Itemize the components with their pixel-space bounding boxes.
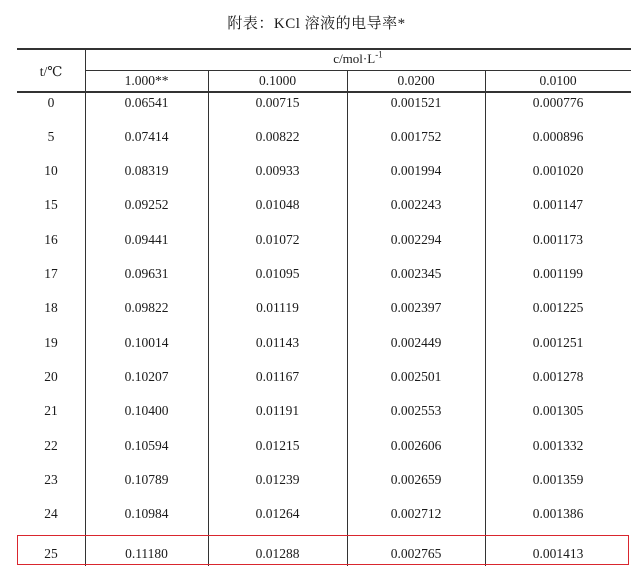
conductivity-cell: 0.002294 [390,232,442,247]
header-conc-1: 1.000** [124,73,169,88]
temperature-cell: 21 [44,403,58,418]
conductivity-cell: 0.002345 [390,266,442,281]
conductivity-cell: 0.10207 [124,369,169,384]
temperature-cell: 22 [44,438,58,453]
conductivity-cell: 0.08319 [124,163,169,178]
temperature-cell: 0 [47,95,55,110]
conductivity-cell: 0.001225 [532,300,584,315]
conductivity-cell: 0.06541 [124,95,169,110]
temperature-cell: 16 [44,232,58,247]
conductivity-cell: 0.001386 [532,506,584,521]
conductivity-cell: 0.001521 [390,95,442,110]
temperature-cell: 15 [44,197,58,212]
conductivity-cell: 0.01167 [255,369,300,384]
header-conc-4: 0.0100 [539,73,577,88]
conductivity-cell: 0.00715 [255,95,300,110]
conductivity-cell: 0.07414 [124,129,169,144]
temperature-cell: 5 [47,129,55,144]
conductivity-cell: 0.001994 [390,163,442,178]
conductivity-cell: 0.001305 [532,403,584,418]
header-conc-2: 0.1000 [258,73,297,88]
header-bottom-rule [17,91,631,93]
conductivity-cell: 0.000896 [532,129,584,144]
conductivity-cell: 0.001251 [532,335,584,350]
conductivity-cell: 0.10014 [124,335,169,350]
conductivity-cell: 0.09631 [124,266,169,281]
conductivity-cell: 0.01264 [255,506,300,521]
temperature-cell: 17 [44,266,58,281]
conductivity-cell: 0.01215 [255,438,300,453]
header-temperature: t/℃ [39,64,63,79]
conc-exponent: -1 [375,49,383,60]
conductivity-cell: 0.001332 [532,438,584,453]
conductivity-cell: 0.01072 [255,232,300,247]
conductivity-cell: 0.09822 [124,300,169,315]
conductivity-cell: 0.01239 [255,472,300,487]
conductivity-cell: 0.11180 [125,546,168,561]
conductivity-cell: 0.09252 [124,197,169,212]
temperature-cell: 25 [44,546,58,561]
conductivity-table [17,48,631,568]
conductivity-cell: 0.001173 [532,232,584,247]
conductivity-cell: 0.10789 [124,472,169,487]
conductivity-cell: 0.00933 [255,163,300,178]
conductivity-cell: 0.002397 [390,300,442,315]
conductivity-cell: 0.002765 [390,546,442,561]
conductivity-cell: 0.001278 [532,369,584,384]
conductivity-cell: 0.10400 [124,403,169,418]
conc-label: c/mol·L [333,51,376,66]
conductivity-cell: 0.000776 [532,95,584,110]
conductivity-cell: 0.002606 [390,438,442,453]
conductivity-cell: 0.001413 [532,546,584,561]
conductivity-cell: 0.01119 [256,300,299,315]
conductivity-cell: 0.00822 [255,129,300,144]
temperature-cell: 20 [44,369,58,384]
conductivity-cell: 0.001147 [532,197,584,212]
temperature-cell: 19 [44,335,58,350]
conductivity-cell: 0.01288 [255,546,300,561]
temperature-cell: 18 [44,300,58,315]
conductivity-cell: 0.002243 [390,197,442,212]
temperature-cell: 10 [44,163,58,178]
conductivity-cell: 0.002449 [390,335,442,350]
conductivity-cell: 0.001359 [532,472,584,487]
top-rule [17,48,631,50]
temperature-cell: 24 [44,506,58,521]
conductivity-cell: 0.01143 [255,335,300,350]
temperature-cell: 23 [44,472,58,487]
conductivity-cell: 0.001752 [390,129,442,144]
conductivity-cell: 0.002501 [390,369,442,384]
conductivity-cell: 0.002553 [390,403,442,418]
header-conc-3: 0.0200 [397,73,435,88]
conductivity-cell: 0.01191 [255,403,300,418]
conductivity-cell: 0.002659 [390,472,442,487]
conductivity-cell: 0.10594 [124,438,169,453]
conductivity-cell: 0.09441 [124,232,169,247]
header-concentration [85,51,631,67]
conductivity-cell: 0.01095 [255,266,300,281]
conductivity-cell: 0.002712 [390,506,442,521]
conductivity-cell: 0.10984 [124,506,169,521]
conductivity-cell: 0.001020 [532,163,584,178]
conductivity-cell: 0.01048 [255,197,300,212]
conductivity-cell: 0.001199 [532,266,584,281]
table-title: 附表：KCl 溶液的电导率* [227,16,406,32]
header-mid-rule [85,70,631,71]
highlight-row-box [17,535,629,565]
